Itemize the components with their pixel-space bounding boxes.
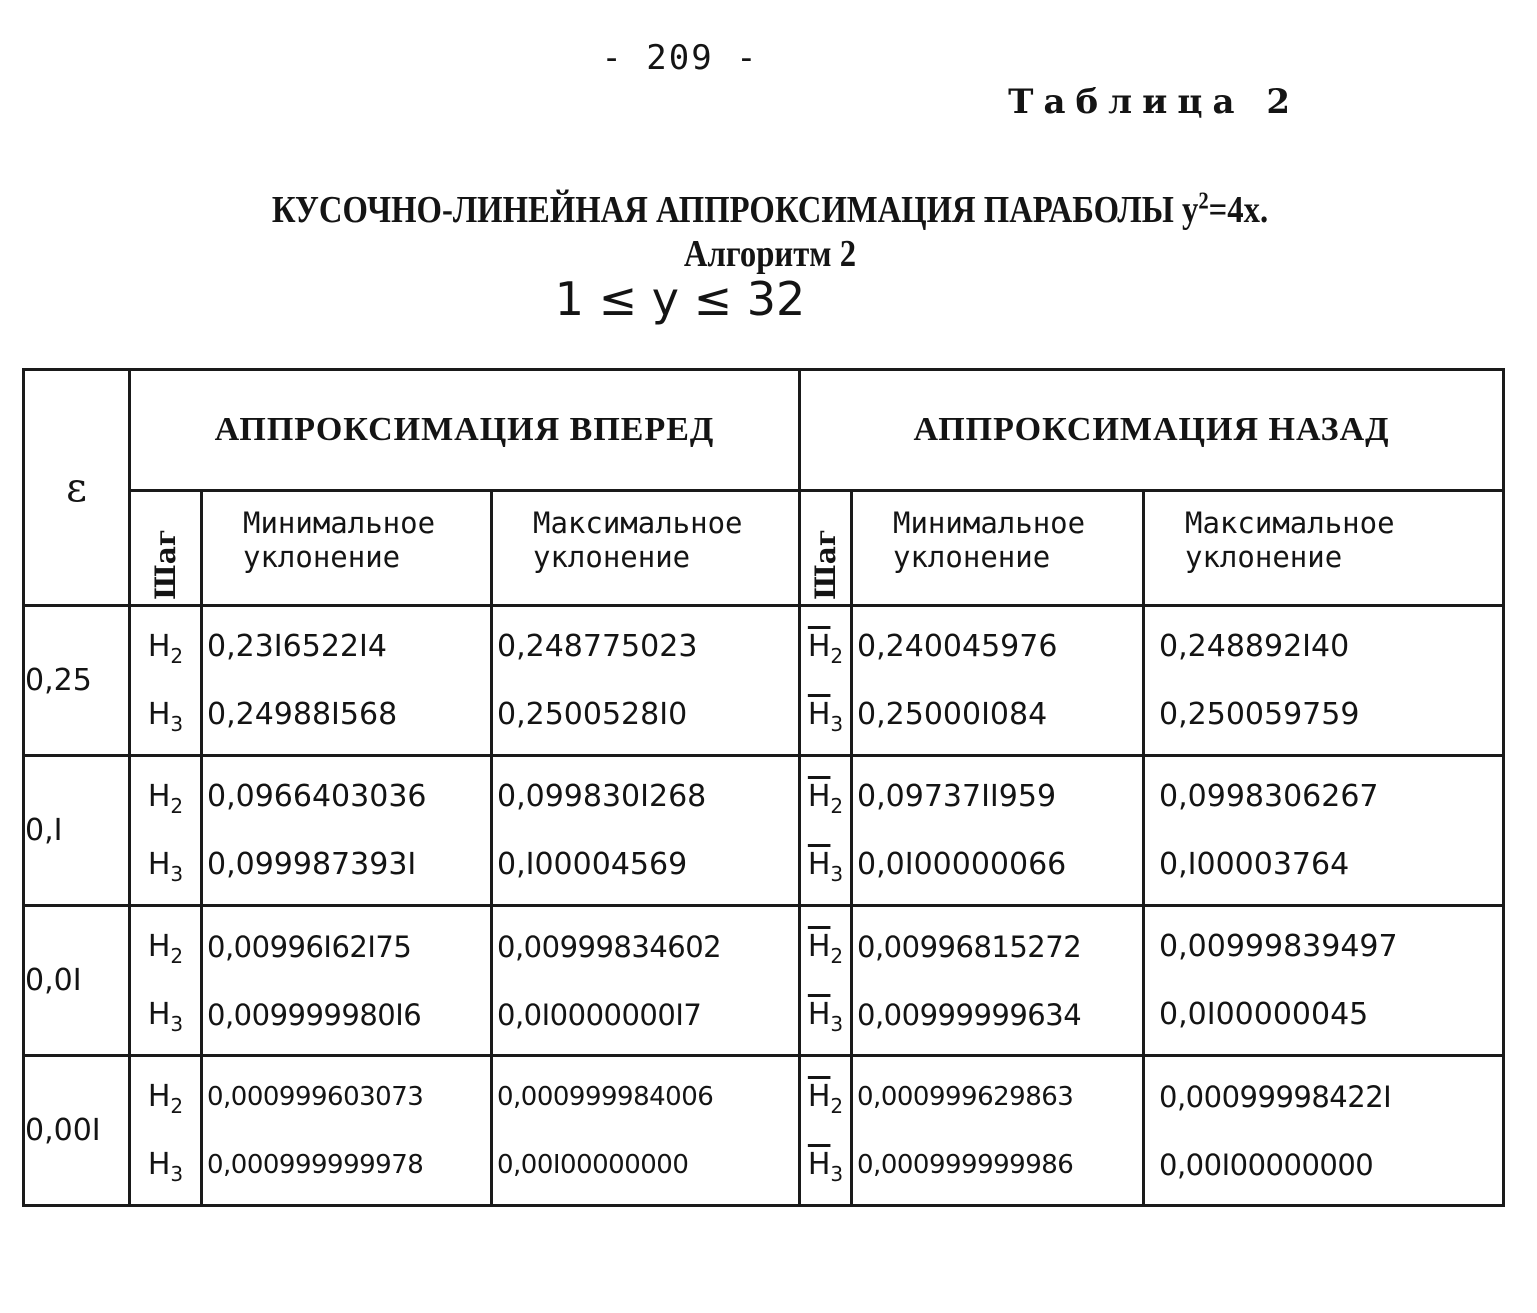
step-h3-bar: $\overline{H}_3$ [807,846,844,886]
table-row [24,906,1504,1056]
backward-step-cell [800,1056,852,1206]
table-row [24,1056,1504,1206]
backward-min-deviation-cell [852,606,1144,756]
backward-max-h2: 0,00999839497 [1159,928,1398,964]
forward-min-h2: 0,000999603073 [207,1081,424,1112]
table-row [24,606,1504,756]
backward-min-h3: 0,25000I084 [857,696,1048,732]
backward-max-h3: 0,250059759 [1159,696,1360,732]
title-text-after: =4x. Алгоритм 2 [683,189,1269,275]
forward-max-deviation-cell [492,906,800,1056]
backward-max-h3: 0,00I00000000 [1159,1147,1374,1182]
forward-step-cell [130,756,202,906]
step-h3-bar: $\overline{H}_3$ [807,696,844,736]
step-h2: $H_2$ [147,628,184,668]
step-h3-bar: $\overline{H}_3$ [807,1146,844,1186]
backward-min-h3: 0,000999999986 [857,1149,1074,1180]
backward-max-deviation-cell [1144,906,1504,1056]
backward-min-h2: 0,09737II959 [857,778,1057,814]
backward-max-deviation-line2: уклонение [1185,540,1343,574]
step-h2: $H_2$ [147,928,184,968]
backward-max-deviation-cell [1144,1056,1504,1206]
forward-min-deviation-cell [202,1056,492,1206]
backward-max-deviation-header [1144,491,1504,606]
forward-min-deviation-line1: Минимальное [243,506,436,540]
backward-min-deviation-line1: Минимальное [893,506,1086,540]
table-row [24,756,1504,906]
forward-min-deviation-cell [202,606,492,756]
backward-max-h2: 0,00099998422I [1159,1079,1392,1114]
forward-step-header-text: Шаг [149,529,182,600]
forward-min-h2: 0,00996I62I75 [207,929,412,964]
backward-min-h2: 0,00996815272 [857,929,1082,964]
forward-max-h3: 0,00I00000000 [497,1149,689,1180]
backward-min-deviation-cell [852,906,1144,1056]
backward-step-cell [800,756,852,906]
step-h3: $H_3$ [147,846,184,886]
backward-min-h2: 0,000999629863 [857,1081,1074,1112]
step-h2-bar: $\overline{H}_2$ [807,628,844,668]
title-superscript: 2 [1198,188,1209,215]
step-h2-bar: $\overline{H}_2$ [807,778,844,818]
forward-max-deviation-header [492,491,800,606]
forward-min-h2: 0,0966403036 [207,778,427,814]
forward-max-h3: 0,2500528I0 [497,696,688,732]
forward-min-h3: 0,000999999978 [207,1149,424,1180]
page-number: - 209 - [601,38,759,78]
backward-min-deviation-cell [852,756,1144,906]
forward-step-cell [130,1056,202,1206]
forward-max-deviation-line1: Максимальное [533,506,743,540]
backward-max-deviation-line1: Максимальное [1185,506,1395,540]
backward-max-deviation-cell [1144,606,1504,756]
epsilon-value: 0,25 [24,606,130,756]
forward-step-cell [130,606,202,756]
forward-max-h3: 0,I00004569 [497,846,688,882]
table-label: Таблица 2 [1008,82,1300,122]
backward-max-h2: 0,248892I40 [1159,628,1350,664]
backward-step-cell [800,606,852,756]
backward-step-cell [800,906,852,1056]
backward-max-h3: 0,I00003764 [1159,846,1350,882]
step-h2: $H_2$ [147,1078,184,1118]
backward-approximation-header: АППРОКСИМАЦИЯ НАЗАД [800,370,1504,491]
step-h2-bar: $\overline{H}_2$ [807,1078,844,1118]
forward-min-deviation-line2: уклонение [243,540,401,574]
epsilon-value: 0,0I [24,906,130,1056]
title-text: КУСОЧНО-ЛИНЕЙНАЯ АППРОКСИМАЦИЯ ПАРАБОЛЫ y [271,189,1199,231]
step-h3: $H_3$ [147,996,184,1036]
forward-max-h2: 0,000999984006 [497,1081,714,1112]
forward-max-deviation-cell [492,756,800,906]
backward-min-deviation-cell [852,1056,1144,1206]
backward-step-header-text: Шаг [809,529,843,600]
backward-min-h2: 0,240045976 [857,628,1058,664]
step-h3-bar: $\overline{H}_3$ [807,996,844,1036]
step-h2-bar: $\overline{H}_2$ [807,928,844,968]
backward-min-h3: 0,0I00000066 [857,846,1067,882]
step-h2: $H_2$ [147,778,184,818]
step-h3: $H_3$ [147,696,184,736]
approximation-table [22,368,1505,1207]
range-condition: 1 ≤ y ≤ 32 [554,272,806,326]
forward-max-h3: 0,0I0000000I7 [497,997,702,1032]
epsilon-header: ε [24,370,130,606]
document-title [211,188,1329,276]
forward-approximation-header: АППРОКСИМАЦИЯ ВПЕРЕД [130,370,800,491]
forward-min-h3: 0,009999980I6 [207,997,422,1032]
backward-max-deviation-cell [1144,756,1504,906]
forward-step-cell [130,906,202,1056]
forward-step-header [130,491,202,606]
forward-min-h3: 0,099987393I [207,846,417,882]
step-h3: $H_3$ [147,1146,184,1186]
backward-max-h2: 0,0998306267 [1159,778,1379,814]
forward-max-deviation-cell [492,606,800,756]
forward-max-h2: 0,099830I268 [497,778,707,814]
forward-max-h2: 0,00999834602 [497,929,722,964]
forward-min-deviation-header [202,491,492,606]
forward-min-deviation-cell [202,906,492,1056]
backward-max-h3: 0,0I00000045 [1159,996,1369,1032]
epsilon-value: 0,I [24,756,130,906]
backward-min-deviation-line2: уклонение [893,540,1051,574]
forward-max-deviation-line2: уклонение [533,540,691,574]
epsilon-value: 0,00I [24,1056,130,1206]
backward-min-h3: 0,00999999634 [857,997,1082,1032]
backward-step-header [800,491,852,606]
forward-max-h2: 0,248775023 [497,628,698,664]
forward-min-deviation-cell [202,756,492,906]
forward-min-h2: 0,23I6522I4 [207,628,387,664]
forward-min-h3: 0,24988I568 [207,696,398,732]
backward-min-deviation-header [852,491,1144,606]
forward-max-deviation-cell [492,1056,800,1206]
